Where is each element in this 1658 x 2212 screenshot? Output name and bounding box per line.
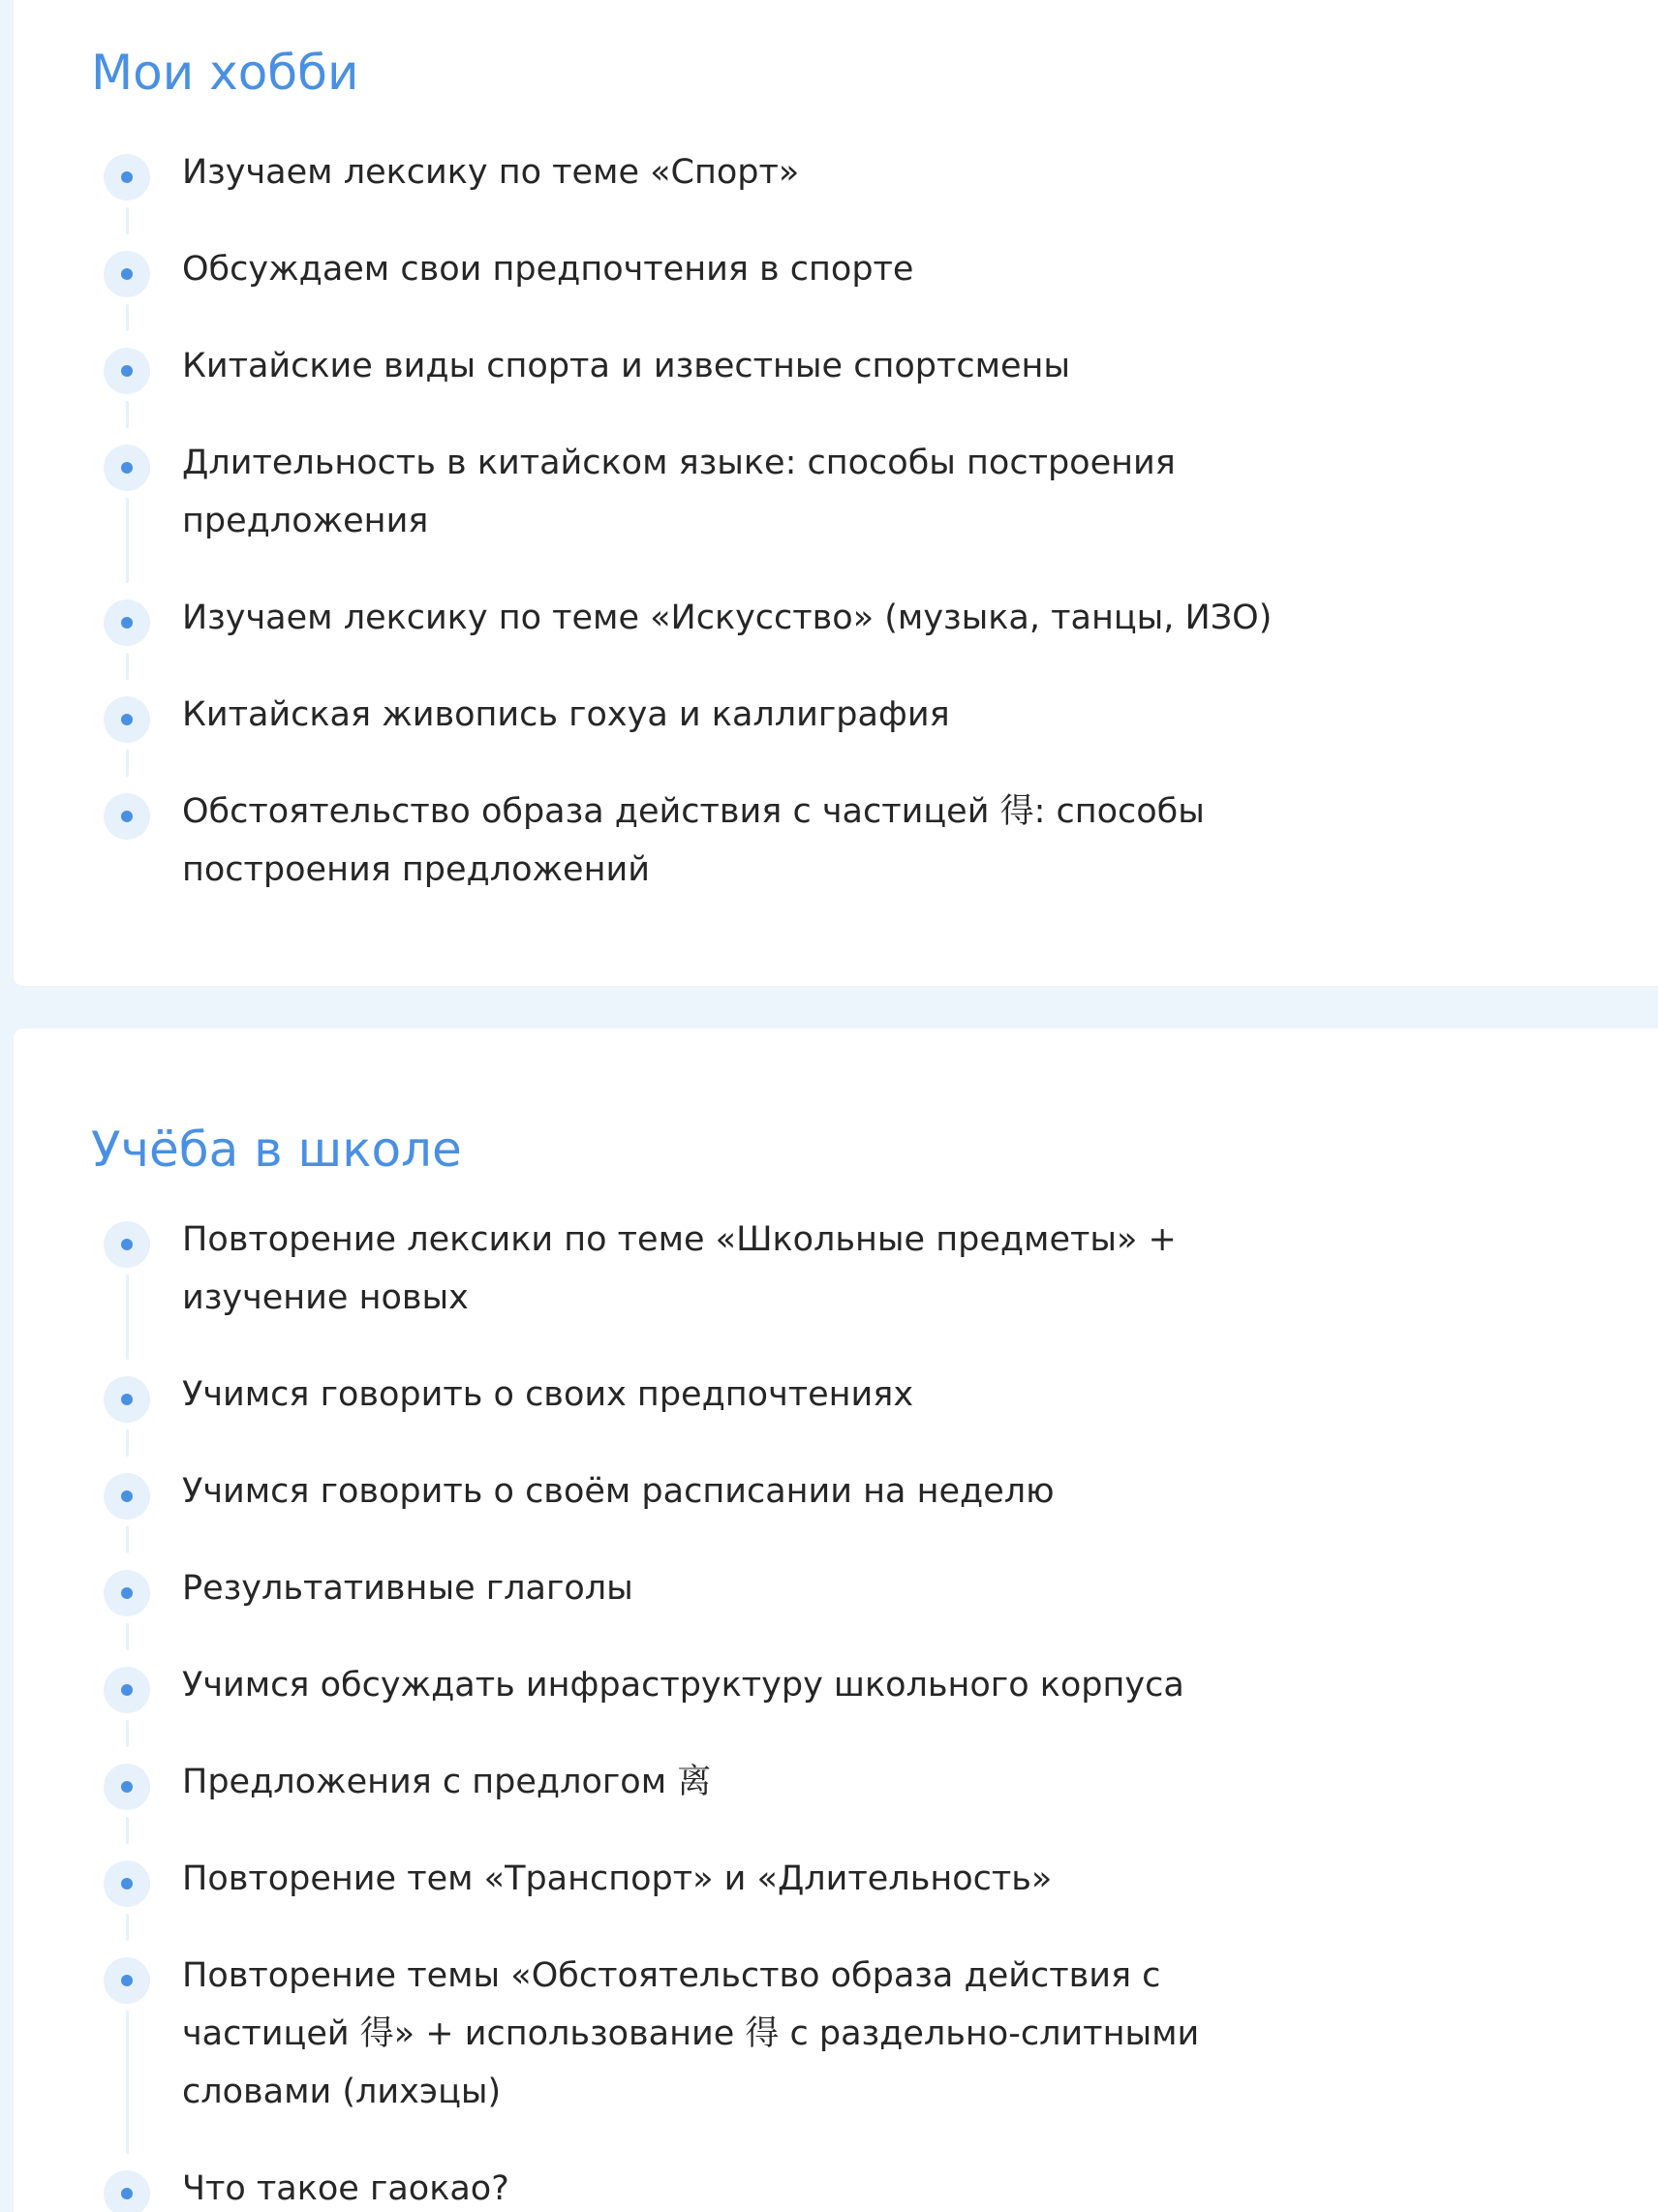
bullet-icon: [104, 1667, 150, 1713]
topic-text: Изучаем лексику по теме «Спорт»: [182, 153, 800, 192]
topic-text: Повторение темы «Обстоятельство образа действия с частицей 得» + использование 得 с раздельно-слитными словами (лихэцы): [182, 1956, 1200, 2111]
topic-text: Длительность в китайском языке: способы построения предложения: [182, 444, 1176, 540]
section-card-hobbies: [14, 0, 1658, 986]
topic-text: Повторение тем «Транспорт» и «Длительность»: [182, 1859, 1053, 1898]
bullet-icon: [104, 445, 150, 491]
list-item: [91, 1947, 1331, 2160]
topic-list: [91, 143, 1331, 899]
topic-text: Предложения с предлогом 离: [182, 1763, 712, 1801]
section-title: Учёба в школе: [91, 1121, 462, 1178]
topic-text: Результативные глаголы: [182, 1569, 633, 1608]
bullet-icon: [104, 1764, 150, 1810]
list-item: [91, 1211, 1331, 1366]
list-item: [91, 783, 1331, 899]
list-item: [91, 2160, 1331, 2212]
timeline-connector: [126, 401, 129, 428]
list-item: [91, 1656, 1331, 1753]
bullet-icon: [104, 599, 150, 646]
section-title: Мои хобби: [91, 45, 359, 101]
topic-text: Обстоятельство образа действия с частицей 得: способы построения предложений: [182, 792, 1205, 889]
bullet-icon: [104, 1860, 150, 1907]
timeline-connector: [126, 1914, 129, 1941]
bullet-icon: [104, 1570, 150, 1616]
list-item: [91, 1366, 1331, 1462]
timeline-connector: [126, 750, 129, 777]
list-item: [91, 337, 1331, 434]
timeline-connector: [126, 207, 129, 234]
timeline-connector: [126, 653, 129, 680]
bullet-icon: [104, 696, 150, 743]
bullet-icon: [104, 251, 150, 297]
topic-text: Учимся говорить о своих предпочтениях: [182, 1375, 914, 1414]
list-item: [91, 589, 1331, 686]
timeline-connector: [126, 1526, 129, 1553]
timeline-connector: [126, 498, 129, 583]
timeline-connector: [126, 1720, 129, 1747]
list-item: [91, 240, 1331, 337]
topic-text: Китайские виды спорта и известные спортсмены: [182, 347, 1071, 385]
timeline-connector: [126, 1275, 129, 1360]
timeline-connector: [126, 2011, 129, 2154]
bullet-icon: [104, 348, 150, 394]
list-item: [91, 434, 1331, 589]
bullet-icon: [104, 2170, 150, 2212]
bullet-icon: [104, 1221, 150, 1268]
topic-list: [91, 1211, 1331, 2212]
timeline-connector: [126, 1429, 129, 1457]
bullet-icon: [104, 1376, 150, 1423]
bullet-icon: [104, 1957, 150, 2004]
topic-text: Китайская живопись гохуа и каллиграфия: [182, 695, 950, 734]
section-card-school: [14, 1029, 1658, 2212]
timeline-connector: [126, 1817, 129, 1844]
list-item: [91, 1462, 1331, 1559]
bullet-icon: [104, 1473, 150, 1520]
topic-text: Что такое гаокао?: [182, 2169, 509, 2208]
bullet-icon: [104, 154, 150, 200]
topic-text: Учимся говорить о своём расписании на неделю: [182, 1472, 1055, 1511]
topic-text: Обсуждаем свои предпочтения в спорте: [182, 250, 914, 289]
topic-text: Учимся обсуждать инфраструктуру школьного корпуса: [182, 1666, 1184, 1705]
list-item: [91, 686, 1331, 783]
topic-text: Повторение лексики по теме «Школьные предметы» + изучение новых: [182, 1220, 1177, 1317]
list-item: [91, 1753, 1331, 1850]
list-item: [91, 1559, 1331, 1656]
list-item: [91, 143, 1331, 240]
timeline-connector: [126, 304, 129, 331]
topic-text: Изучаем лексику по теме «Искусство» (музыка, танцы, ИЗО): [182, 599, 1273, 637]
timeline-connector: [126, 1623, 129, 1650]
bullet-icon: [104, 793, 150, 840]
list-item: [91, 1850, 1331, 1947]
